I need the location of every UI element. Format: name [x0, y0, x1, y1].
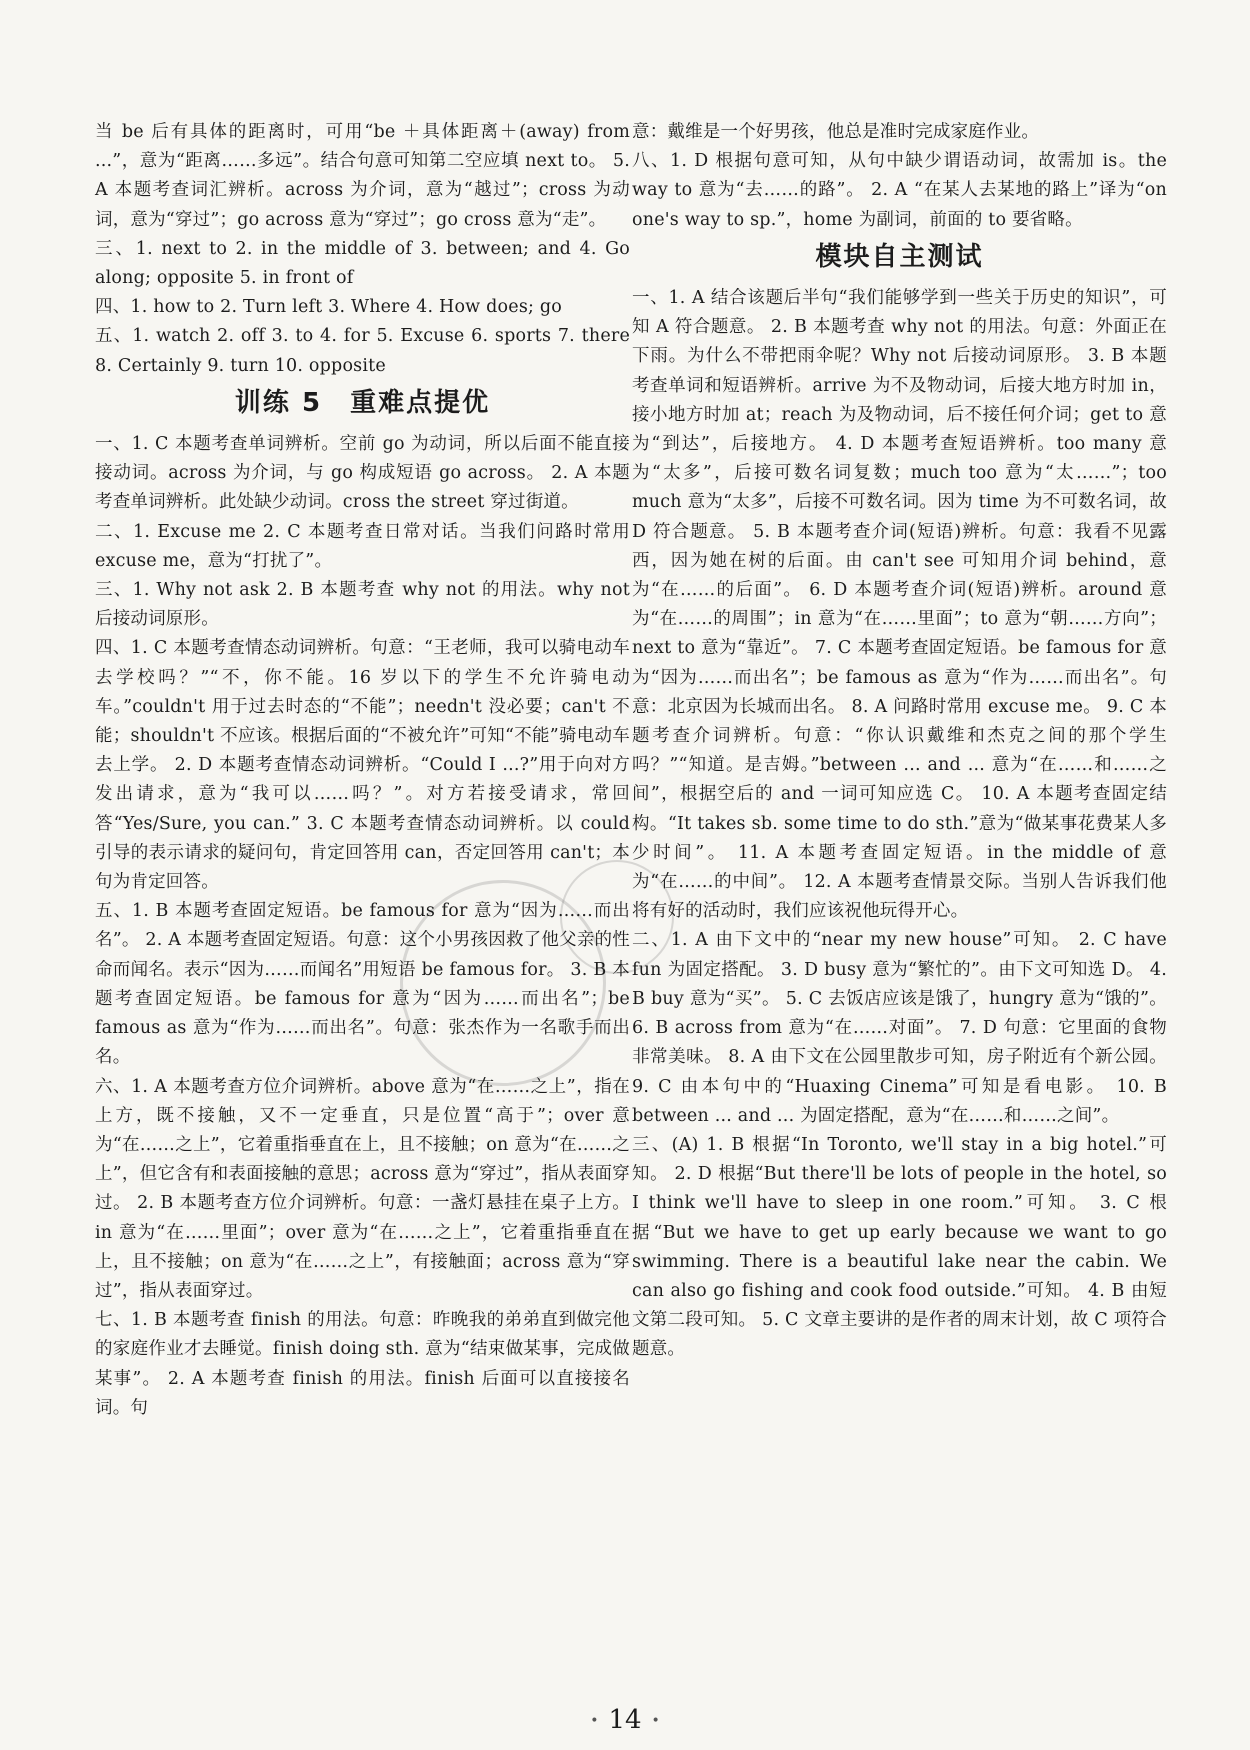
left-line: 四、1. how to 2. Turn left 3. Where 4. How does; go	[95, 297, 562, 318]
answer-item: 五、1. B 本题考查固定短语。be famous for 意为“因为……而出名”。 2. A 本题考查固定短语。句意：这个小男孩因救了他父亲的性命而闻名。表示“因为……而闻名”用短语 be famous for。 3. B 本题考查固定短语。be famous for 意为“因为……而出名”；be famous as 意为“作为……而出名”。句意：张杰作为一名歌手而出名。	[95, 901, 630, 1068]
page-number	[0, 1705, 1250, 1735]
answer-item: 六、1. A 本题考查方位介词辨析。above 意为“在……之上”，指在上方，既不接触，又不一定垂直，只是位置“高于”；over 意为“在……之上”，它着重指垂直在上，且不接触；on 意为“在……之上”，但它含有和表面接触的意思；across 意为“穿过”，指从表面穿过。 2. B 本题考查方位介词辨析。句意：一盏灯悬挂在桌子上方。in 意为“在……里面”；over 意为“在……之上”，它着重指垂直在上，且不接触；on 意为“在……之上”，有接触面；across 意为“穿过”，指从表面穿过。	[95, 1076, 630, 1301]
left-line: 三、1. next to 2. in the middle of 3. between; and 4. Go along; opposite 5. in front of	[95, 238, 630, 289]
answer-item: 三、(A) 1. B 根据“In Toronto, we'll stay in a big hotel.”可知。 2. D 根据“But there'll be lots of people in the hotel, so I think we'll have to sleep in one room.”可知。 3. C 根据“But we have to get up early because we want to go swimming. There is a beautiful lake near the cabin. We can also go fishing and cook food outside.”可知。 4. B 由短文第二段可知。 5. C 文章主要讲的是作者的周末计划，故 C 项符合题意。	[632, 1134, 1167, 1360]
left-line: 五、1. watch 2. off 3. to 4. for 5. Excuse 6. sports 7. there 8. Certainly 9. turn 10. opposite	[95, 326, 630, 376]
answer-item: 七、1. B 本题考查 finish 的用法。句意：昨晚我的弟弟直到做完他的家庭作业才去睡觉。finish doing sth. 意为“结束做某事，完成做某事”。 2. A 本题考查 finish 的用法。finish 后面可以直接接名词。句	[95, 1310, 630, 1418]
answer-item: 三、1. Why not ask 2. B 本题考查 why not 的用法。why not 后接动词原形。	[95, 580, 630, 630]
answer-item: 二、1. A 由下文中的“near my new house”可知。 2. C have fun 为固定搭配。 3. D busy 意为“繁忙的”。由下文可知选 D。 4. B buy 意为“买”。 5. C 去饭店应该是饿了，hungry 意为“饿的”。 6. B across from 意为“在……对面”。 7. D 句意：它里面的食物非常美味。 8. A 由下文在公园里散步可知，房子附近有个新公园。 9. C 由本句中的“Huaxing Cinema”可知是看电影。 10. B between ... and ... 为固定搭配，意为“在……和……之间”。	[632, 930, 1167, 1126]
dot-icon: •	[651, 1713, 660, 1729]
page-number-value: 14	[608, 1705, 642, 1735]
section-title: 训练 5 重难点提优	[234, 387, 491, 418]
answer-item: 一、1. A 结合该题后半句“我们能够学到一些关于历史的知识”，可知 A 符合题意。 2. B 本题考查 why not 的用法。句意：外面正在下雨。为什么不带把雨伞呢？Why not 后接动词原形。 3. B 本题考查单词和短语辨析。arrive 为不及物动词，后接大地方时加 in，接小地方时加 at；reach 为及物动词，后不接任何介词；get to 意为“到达”，后接地方。 4. D 本题考查短语辨析。too many 意为“太多”，后接可数名词复数；much too 意为“太……”；too much 意为“太多”，后接不可数名词。因为 time 为不可数名词，故 D 符合题意。 5. B 本题考查介词(短语)辨析。句意：我看不见露西，因为她在树的后面。由 can't see 可知用介词 behind，意为“在……的后面”。 6. D 本题考查介词(短语)辨析。around 意为“在……的周围”；in 意为“在……里面”；to 意为“朝……方向”；next to 意为“靠近”。 7. C 本题考查固定短语。be famous for 意为“因为……而出名”；be famous as 意为“作为……而出名”。句意：北京因为长城而出名。 8. A 问路时常用 excuse me。 9. C 本题考查介词辨析。句意：“你认识戴维和杰克之间的那个学生吗？”“知道。是吉姆。”between ... and ... 意为“在……和……之间”，根据空后的 and 一词可知应选 C。 10. A 本题考查固定结构。“It takes sb. some time to do sth.”意为“做某事花费某人多少时间”。 11. A 本题考查固定短语。in the middle of 意为“在……的中间”。 12. A 本题考查情景交际。当别人告诉我们他将有好的活动时，我们应该祝他玩得开心。	[632, 288, 1167, 922]
answer-item: 四、1. C 本题考查情态动词辨析。句意：“王老师，我可以骑电动车去学校吗？”“不，你不能。16 岁以下的学生不允许骑电动车。”couldn't 用于过去时态的“不能”；needn't 没必要；can't 不能；shouldn't 不应该。根据后面的“不被允许”可知“不能”骑电动车去上学。 2. D 本题考查情态动词辨析。“Could I ...?”用于向对方发出请求，意为“我可以……吗？”。对方若接受请求，常回答“Yes/Sure, you can.” 3. C 本题考查情态动词辨析。以 could 引导的表示请求的疑问句，肯定回答用 can，否定回答用 can't；本句为肯定回答。	[95, 638, 630, 893]
right-column	[632, 118, 1167, 1365]
answer-item: 二、1. Excuse me 2. C 本题考查日常对话。当我们问路时常用 excuse me，意为“打扰了”。	[95, 521, 630, 571]
dot-icon: •	[590, 1713, 599, 1729]
left-column	[95, 118, 630, 1423]
left-line: 当 be 后有具体的距离时，可用“be ＋具体距离＋(away) from ...”，意为“距离……多远”。结合句意可知第二空应填 next to。 5. A 本题考查词汇辨析。across 为介词，意为“越过”；cross 为动词，意为“穿过”；go across 意为“穿过”；go cross 意为“走”。	[95, 122, 630, 230]
right-line: 意：戴维是一个好男孩，他总是准时完成家庭作业。	[632, 122, 1040, 142]
section-title: 模块自主测试	[815, 241, 984, 272]
right-line: 八、1. D 根据句意可知，从句中缺少谓语动词，故需加 is。the way to 意为“去……的路”。 2. A “在某人去某地的路上”译为“on one's way to sp.”，home 为副词，前面的 to 要省略。	[632, 151, 1167, 230]
answer-item: 一、1. C 本题考查单词辨析。空前 go 为动词，所以后面不能直接接动词。across 为介词，与 go 构成短语 go across。 2. A 本题考查单词辨析。此处缺少动词。cross the street 穿过街道。	[95, 434, 630, 513]
